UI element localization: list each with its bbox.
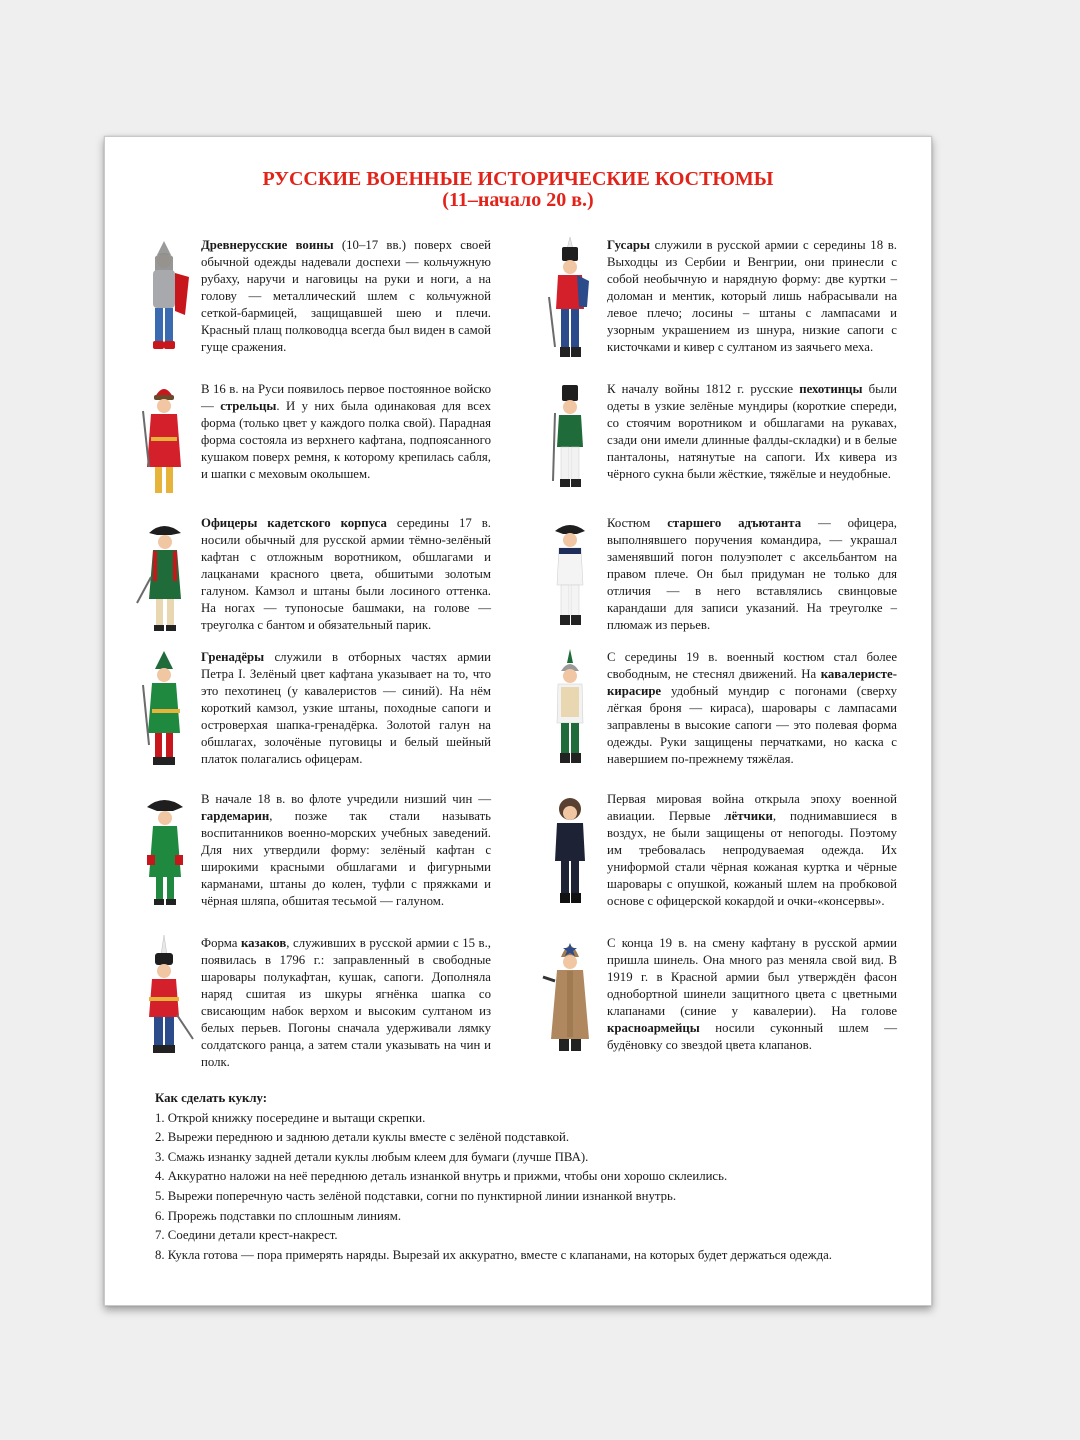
entry-body: , служивших в русской армии с 15 в., появилась в 1796 г.: заправленный в свободные шаровары полукафтан, кушак, сапоги. Дополняла наряд сшитая из шкуры ягнёнка шапка со свисающим набок верхом и высоким султаном из белых перьев. Погоны сначала удерживали лямку солдатского ранца, а затем стали указывать на чин и полк. — [201, 936, 491, 1069]
entry-ancient-warriors — [131, 237, 511, 367]
entry-lead: С конца 19 в. на смену кафтану в русской армии пришла шинель. Она много раз меняла свой вид. В 1919 г. в Красной армии был утверждён фасон однобортной шинели защитного цвета с цветными клапанами (синие у кавалерии). На голове — [607, 936, 897, 1018]
entry-grenadiers — [131, 649, 511, 779]
entry-body: , поднимавшиеся в воздух, не были защищены от непогоды. Поэтому им требовалась непродуваемая одежда. Их униформой стали чёрная кожаная куртка и чёрные шаровары с опушкой, кожаный шлем на пробковой основе с офицерской кокардой и очки-«консервы». — [607, 809, 897, 908]
pilot-figure — [537, 791, 603, 913]
infantryman-figure — [537, 381, 603, 497]
adjutant-figure — [537, 515, 603, 635]
title-line-1: РУССКИЕ ВОЕННЫЕ ИСТОРИЧЕСКИЕ КОСТЮМЫ — [262, 168, 774, 190]
entry-text — [607, 515, 897, 634]
entry-text — [607, 381, 897, 483]
entry-text — [201, 791, 491, 910]
doll-instructions — [155, 1089, 895, 1265]
entry-body: , позже так стали называть воспитанников военно-морских учебных заведений. Для них утвердили форму: зелёный кафтан с широкими красными обшлагами и фигурными карманами, штаны до колен, туфли с пряжками и чёрная шляпа, обшитая тесьмой — галуном. — [201, 809, 491, 908]
cuirassier-figure — [537, 649, 603, 773]
entry-body: — офицера, выполнявшего поручения командира, — украшал заменявший погон полуэполет с аксельбантом на правом плече. Он был придуман не только для отличия — в него вставлялись свинцовые карандаши для записи указаний. На треуголке – плюмаж из перьев. — [607, 516, 897, 632]
instruction-step: 4. Аккуратно наложи на неё переднюю деталь изнанкой внутрь и прижми, чтобы они хорошо склеились. — [155, 1169, 728, 1184]
entry-lead: С середины 19 в. военный костюм стал более свободным, не стеснял движений. На — [607, 650, 897, 681]
entry-pilots — [537, 791, 917, 921]
red-army-soldier-figure — [537, 935, 603, 1065]
instruction-step: 5. Вырежи поперечную часть зелёной подставки, согни по пунктирной линии изнанкой внутрь. — [155, 1188, 677, 1203]
instruction-step: 2. Вырежи переднюю и заднюю детали куклы вместе с зелёной подставкой. — [155, 1130, 570, 1145]
entry-body: (10–17 вв.) поверх своей обычной одежды надевали доспехи — кольчужную рубаху, наручи и наговицы на руки и ноги, а на голову — металлический шлем с кольчужной сеткой-бармицей, защищавшей шею и плечи. Красный плащ полководца всегда был виден в самой гуще сражения. — [201, 238, 491, 354]
entry-midshipmen — [131, 791, 511, 921]
entry-term: Гренадёры — [201, 650, 265, 664]
entry-cuirassier — [537, 649, 917, 779]
entry-lead: Первая мировая война открыла эпоху военной авиации. Первые — [607, 792, 897, 823]
entry-body: носили суконный шлем — будёновку со звездой цвета клапанов. — [607, 1021, 897, 1052]
entry-text — [201, 381, 491, 483]
entry-term: Офицеры кадетского корпуса — [201, 516, 387, 530]
entry-adjutant — [537, 515, 917, 645]
entry-text — [201, 237, 491, 356]
entry-text — [607, 791, 897, 910]
entry-hussars — [537, 237, 917, 377]
entry-red-army — [537, 935, 917, 1075]
entry-text — [201, 649, 491, 768]
entry-term: кавалеристе-кирасире — [607, 667, 897, 698]
cossack-figure — [131, 935, 197, 1065]
entry-body: были одеты в узкие зелёные мундиры (короткие спереди, со стоячим воротником и обшлагами на рукавах, сзади они имели длинные фалды-складки) и в белые панталоны, натянутые на сапоги. Их кивера из чёрного сукна были жёсткие, тяжёлые и неудобные. — [607, 382, 897, 481]
entry-text — [201, 515, 491, 634]
ancient-warrior-figure — [131, 237, 197, 357]
entry-term: пехотинцы — [799, 382, 863, 396]
entry-term: Древнерусские воины — [201, 238, 334, 252]
entry-term: казаков — [240, 936, 287, 950]
instruction-step: 7. Соедини детали крест-накрест. — [155, 1228, 338, 1243]
entry-body: середины 17 в. носили обычный для русской армии тёмно-зелёный кафтан с отложным воротником, обшлагами и лацканами красного цвета, обшитыми золотым галуном. Камзол и штаны были лосиного оттенка. На ногах — тупоносые башмаки, на голове — треуголка с бантом и обязательный парик. — [201, 516, 491, 632]
instruction-step: 1. Открой книжку посередине и вытащи скрепки. — [155, 1110, 426, 1125]
instruction-step: 6. Прорежь подставки по сплошным линиям. — [155, 1208, 402, 1223]
entry-streltsy — [131, 381, 511, 511]
entry-lead: Костюм — [607, 516, 668, 530]
entry-infantrymen — [537, 381, 917, 501]
entry-term: гардемарин — [201, 809, 270, 823]
title-line-2: (11–начало 20 в.) — [442, 189, 594, 211]
entry-lead: К началу войны 1812 г. русские — [607, 382, 800, 396]
midshipman-figure — [131, 791, 197, 917]
entry-text — [201, 935, 491, 1071]
instructions-heading: Как сделать куклу: — [155, 1091, 268, 1105]
poster-title — [105, 169, 931, 211]
entry-lead: В начале 18 в. во флоте учредили низший чин — — [201, 792, 491, 806]
entry-cossacks — [131, 935, 511, 1085]
grenadier-figure — [131, 649, 197, 775]
entry-term: старшего адъютанта — [667, 516, 802, 530]
entry-text — [607, 649, 897, 768]
instruction-step: 3. Смажь изнанку задней детали куклы любым клеем для бумаги (лучше ПВА). — [155, 1149, 589, 1164]
entry-body: удобный мундир с погонами (сверху лёгкая броня — кираса), шаровары с лампасами заправлены в высокие сапоги — это полевая форма одежды. Руки защищены перчатками, но каска с навершием по-прежнему тяжёлая. — [607, 684, 897, 766]
entry-text — [607, 237, 897, 356]
entry-term: стрельцы — [220, 399, 277, 413]
entry-text — [607, 935, 897, 1054]
entry-body: служили в русской армии с середины 18 в. Выходцы из Сербии и Венгрии, они принесли с собой необычную и нарядную форму: две куртки – доломан и ментик, который лишь набрасывали на левое плечо; лосины – штаны с лампасами и узорным украшением из шнура, низкие сапоги с кисточками и кивер с султаном из заячьего меха. — [607, 238, 897, 354]
streltsy-figure — [131, 381, 197, 503]
cadet-officer-figure — [131, 515, 197, 641]
entry-body: служили в отборных частях армии Петра I. Зелёный цвет кафтана указывает на то, что это пехотинец (у кавалеристов — синий). На нём короткий камзол, узкие штаны, походные сапоги и островерхая шапка-гренадёрка. Золотой галун на обшлагах, золочёные пуговицы и белый шейный платок полагались офицерам. — [201, 650, 491, 766]
entry-lead: Форма — [201, 936, 241, 950]
instruction-step: 8. Кукла готова — пора примерять наряды. Вырезай их аккуратно, вместе с клапанами, на которых будет держаться одежда. — [155, 1247, 832, 1262]
entry-term: красноармейцы — [607, 1021, 700, 1035]
poster-sheet — [104, 136, 932, 1306]
entry-term: лётчики — [724, 809, 773, 823]
entry-body: . И у них была одинаковая для всех форма (только цвет у каждого полка свой). Парадная форма состояла из верхнего кафтана, подпоясанного кушаком поверх ремня, к которому крепилась сабля, и шапки с меховым околышем. — [201, 399, 492, 481]
hussar-figure — [537, 237, 603, 373]
entry-term: Гусары — [607, 238, 651, 252]
entry-cadet-officers — [131, 515, 511, 645]
entry-lead: В 16 в. на Руси появилось первое постоянное войско — — [201, 382, 491, 413]
